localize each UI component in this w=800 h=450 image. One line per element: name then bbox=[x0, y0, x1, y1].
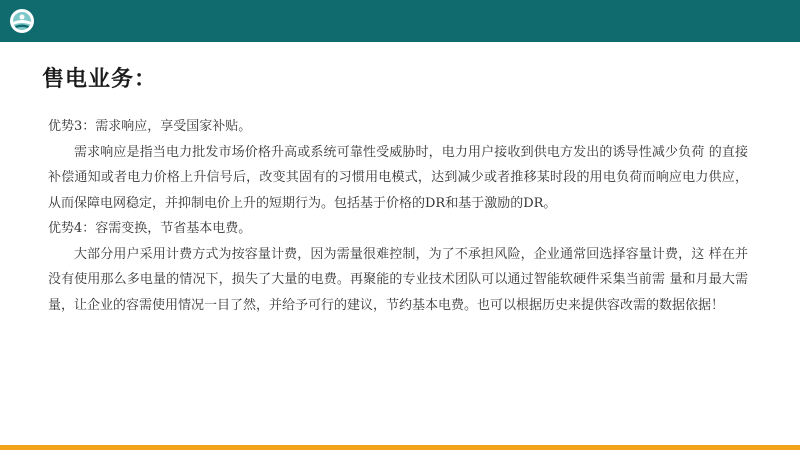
footer-bar bbox=[0, 445, 800, 450]
section-heading-advantage-4: 优势4：容需变换，节省基本电费。 bbox=[48, 221, 252, 236]
page-title: 售电业务： bbox=[42, 67, 158, 92]
section-body-capacity-demand: 大部分用户采用计费方式为按容量计费，因为需量很难控制，为了不承担风险，企业通常回选择容量计费，这 样在并没有使用那么多电量的情况下，损失了大量的电费。再聚能的专业技术团队可以通过智能软硬件采集当前需 量和月最大需量，让企业的容需使用情况一目了然，并给予可行的建议，节约基本电费。也可以根据历史来提供容改需的数据依据！ bbox=[48, 246, 748, 313]
globe-logo-icon bbox=[10, 9, 34, 33]
section-heading-advantage-3: 优势3：需求响应，享受国家补贴。 bbox=[48, 119, 252, 134]
content-body bbox=[48, 114, 748, 318]
section-body-demand-response: 需求响应是指当电力批发市场价格升高或系统可靠性受威胁时，电力用户接收到供电方发出的诱导性减少负荷 的直接补偿通知或者电力价格上升信号后，改变其固有的习惯用电模式，达到减少或者推移某时段的用电负荷而响应电力供应，从而保障电网稳定，并抑制电价上升的短期行为。包括基于价格的DR和基于激励的DR。 bbox=[48, 144, 748, 211]
header-bar bbox=[0, 0, 800, 42]
